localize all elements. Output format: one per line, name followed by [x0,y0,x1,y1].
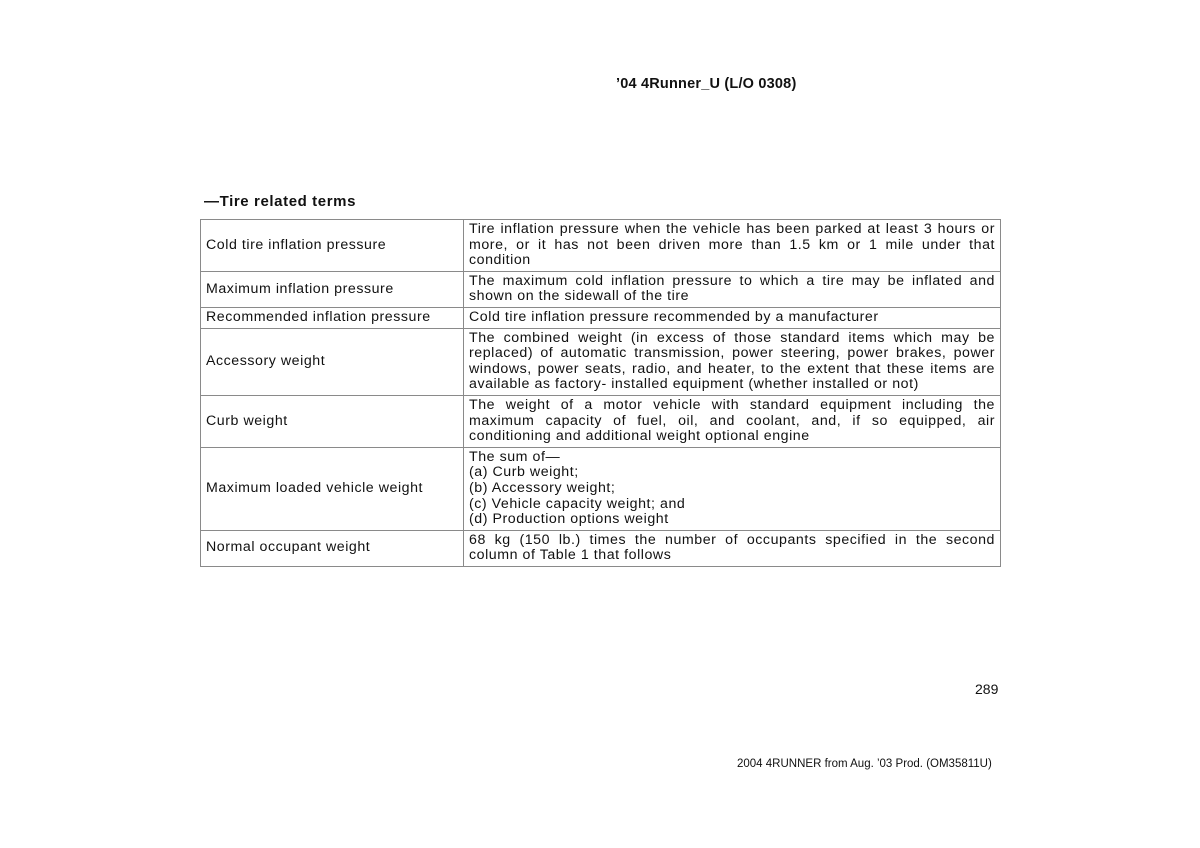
definition-line: (c) Vehicle capacity weight; and [469,495,686,512]
document-header-title: ’04 4Runner_U (L/O 0308) [616,76,797,92]
table-row [201,395,1001,447]
section-heading: —Tire related terms [204,193,357,210]
term-cell: Curb weight [201,395,464,447]
table-row [201,307,1001,328]
term-cell: Cold tire inflation pressure [201,220,464,272]
publication-footer: 2004 4RUNNER from Aug. ’03 Prod. (OM35811U) [737,758,992,770]
term-cell: Recommended inflation pressure [201,307,464,328]
page-number: 289 [975,681,999,697]
table-row [201,220,1001,272]
tire-terms-table [200,219,1001,567]
table-row [201,530,1001,566]
definition-cell: Tire inflation pressure when the vehicle has been parked at least 3 hours or more, or it has not been driven more than 1.5 km or 1 mile under that condition [464,220,1001,272]
term-cell: Maximum inflation pressure [201,271,464,307]
definition-cell: The weight of a motor vehicle with standard equipment including the maximum capacity of fuel, oil, and coolant, and, if so equipped, air conditioning and additional weight optional engine [464,395,1001,447]
definition-line: (a) Curb weight; [469,464,579,481]
term-cell: Normal occupant weight [201,530,464,566]
term-cell: Maximum loaded vehicle weight [201,447,464,530]
definition-line: The sum of— [469,448,561,465]
definition-cell: 68 kg (150 lb.) times the number of occupants specified in the second column of Table 1 that follows [464,530,1001,566]
definition-cell: The maximum cold inflation pressure to which a tire may be inflated and shown on the sidewall of the tire [464,271,1001,307]
definition-cell: The combined weight (in excess of those standard items which may be replaced) of automatic transmission, power steering, power brakes, power windows, power seats, radio, and heater, to the extent that these items are available as factory- installed equipment (whether installed or not) [464,328,1001,395]
definition-cell: Cold tire inflation pressure recommended by a manufacturer [464,307,1001,328]
table-row [201,271,1001,307]
definition-line: (b) Accessory weight; [469,479,616,496]
definition-cell [464,447,1001,530]
definition-line: (d) Production options weight [469,511,669,528]
term-cell: Accessory weight [201,328,464,395]
table-row [201,447,1001,530]
table-row [201,328,1001,395]
